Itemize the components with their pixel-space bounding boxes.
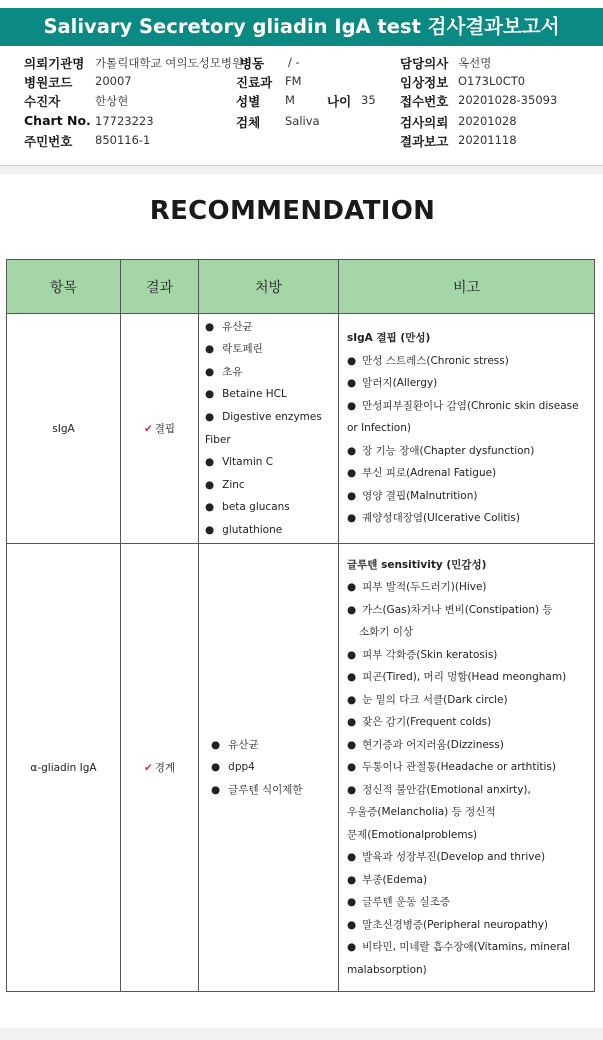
recommendation-title: RECOMMENDATION: [149, 196, 436, 226]
note-item: [347, 417, 588, 440]
reception-label: 접수번호: [400, 94, 449, 109]
result-date-value: 20201118: [458, 133, 517, 147]
note-text: 장 기능 장애(Chapter dysfunction): [362, 444, 535, 457]
note-item: [347, 756, 588, 779]
note-text: 부신 피로(Adrenal Fatigue): [362, 467, 497, 480]
id-label: 주민번호: [24, 134, 73, 149]
prescription-item: [205, 406, 338, 429]
prescription-text: glutathione: [222, 523, 283, 536]
note-item: [347, 621, 588, 644]
note-item: [347, 959, 588, 982]
note-item: [347, 846, 588, 869]
note-text: 소화기 이상: [359, 626, 414, 639]
table-row: [7, 544, 595, 992]
header-result: 결과: [121, 260, 199, 314]
institution-label: 의뢰기관명: [24, 56, 85, 71]
prescription-text: 락토페린: [222, 343, 263, 356]
clinical-info-label: 임상정보: [400, 75, 449, 90]
prescription-text: dpp4: [228, 761, 255, 774]
prescription-item: [205, 338, 338, 361]
bullet-icon: ●: [347, 603, 357, 616]
note-item: [347, 869, 588, 892]
prescription-text: 글루텐 식이제한: [228, 783, 303, 796]
clinical-info-value: O173L0CT0: [458, 74, 526, 88]
bullet-icon: ●: [205, 456, 215, 469]
note-item: [347, 824, 588, 847]
prescription-text: Betaine HCL: [222, 388, 287, 401]
bullet-icon: ●: [347, 671, 357, 684]
note-item: [347, 734, 588, 757]
note-item: [347, 801, 588, 824]
note-text: 부종(Edema): [362, 873, 428, 886]
note-item: [347, 891, 588, 914]
department-value: FM: [285, 74, 302, 88]
note-item: [347, 644, 588, 667]
sex-label: 성별: [236, 94, 261, 109]
header-prescription: 처방: [199, 260, 339, 314]
patient-label: 수진자: [24, 94, 61, 109]
note-text: 발육과 성장부진(Develop and thrive): [362, 851, 546, 864]
note-text: 피부 각화증(Skin keratosis): [362, 648, 498, 661]
note-text: 우울증(Melancholia) 등 정신적: [347, 806, 496, 819]
note-item: [347, 372, 588, 395]
row-prescriptions: [199, 544, 339, 992]
note-text: 가스(Gas)차거나 변비(Constipation) 등: [362, 603, 553, 616]
ward-label: 병동: [240, 56, 265, 71]
department-label: 진료과: [236, 75, 273, 90]
note-text: 말초신경병증(Peripheral neuropathy): [362, 918, 549, 931]
note-item: [347, 395, 588, 418]
row-prescriptions: [199, 314, 339, 544]
header-note: 비고: [339, 260, 595, 314]
result-text: 경계: [154, 762, 176, 774]
bullet-icon: ●: [205, 343, 215, 356]
bullet-icon: ●: [347, 648, 357, 661]
prescription-item: [205, 734, 338, 757]
note-text: malabsorption): [347, 963, 427, 976]
prescription-text: beta glucans: [222, 501, 290, 514]
hospital-code-value: 20007: [95, 74, 132, 88]
age-label: 나이: [327, 94, 352, 109]
ward-value: / -: [288, 55, 300, 69]
note-text: 궤양성대장염(Ulcerative Colitis): [362, 512, 520, 525]
bullet-icon: ●: [347, 873, 357, 886]
bullet-icon: ●: [211, 761, 221, 774]
row-item: α-gliadin IgA: [7, 544, 121, 992]
prescription-item: [205, 496, 338, 519]
bullet-icon: ●: [205, 388, 215, 401]
prescription-text: 유산균: [228, 738, 259, 751]
row-result: [121, 314, 199, 544]
bullet-icon: ●: [347, 896, 357, 909]
prescription-text: Digestive enzymes: [222, 410, 322, 423]
note-text: 문제(Emotionalproblems): [347, 828, 478, 841]
note-item: [347, 485, 588, 508]
prescription-item: [205, 451, 338, 474]
doctor-label: 담당의사: [400, 56, 449, 71]
note-item: [347, 914, 588, 937]
bullet-icon: ●: [347, 444, 357, 457]
prescription-item: [205, 361, 338, 384]
bullet-icon: ●: [205, 410, 215, 423]
note-text: 만성피부질환이나 감염(Chronic skin disease: [362, 399, 579, 412]
reception-value: 20201028-35093: [458, 93, 558, 107]
note-item: [347, 936, 588, 959]
specimen-label: 검체: [236, 115, 261, 130]
bullet-icon: ●: [205, 365, 215, 378]
request-value: 20201028: [458, 114, 517, 128]
note-text: 글루텐 운동 실조증: [362, 896, 450, 909]
prescription-text: 유산균: [222, 320, 253, 333]
doctor-value: 옥선명: [458, 56, 492, 70]
prescription-item: [205, 779, 338, 802]
prescription-item: [205, 429, 338, 452]
bullet-icon: ●: [347, 399, 357, 412]
bullet-icon: ●: [211, 738, 221, 751]
bullet-icon: ●: [347, 489, 357, 502]
bullet-icon: ●: [347, 851, 357, 864]
note-item: [347, 689, 588, 712]
recommendation-table: [6, 259, 595, 992]
note-heading: 글루텐 sensitivity (민감성): [347, 558, 487, 571]
patient-value: 한상현: [95, 94, 129, 108]
bullet-icon: ●: [347, 918, 357, 931]
prescription-item: [205, 316, 338, 339]
age-value: 35: [361, 93, 376, 107]
bullet-icon: ●: [347, 738, 357, 751]
header-item: 항목: [7, 260, 121, 314]
report-title: Salivary Secretory gliadin IgA test 검사결과보고서: [0, 8, 603, 46]
section-separator: [0, 166, 603, 174]
bullet-icon: ●: [347, 783, 357, 796]
bullet-icon: ●: [347, 377, 357, 390]
patient-info-block: [24, 54, 594, 154]
note-item: [347, 507, 588, 530]
bullet-icon: ●: [347, 761, 357, 774]
prescription-item: [205, 519, 338, 542]
result-date-label: 결과보고: [400, 134, 449, 149]
hospital-code-label: 병원코드: [24, 75, 73, 90]
note-item: [347, 666, 588, 689]
note-text: 잦은 감기(Frequent colds): [362, 716, 492, 729]
note-text: 현기증과 어지러움(Dizziness): [362, 738, 504, 751]
prescription-text: Fiber: [205, 433, 231, 446]
note-text: 만성 스트레스(Chronic stress): [362, 354, 509, 367]
check-icon: ✔: [143, 762, 153, 774]
table-row: [7, 314, 595, 544]
note-text: 두통이나 관절통(Headache or arthtitis): [362, 761, 556, 774]
footer-band: [0, 1028, 603, 1040]
bullet-icon: ●: [211, 783, 221, 796]
chart-value: 17723223: [95, 114, 154, 128]
bullet-icon: ●: [347, 581, 357, 594]
row-item: sIgA: [7, 314, 121, 544]
result-text: 결핍: [154, 423, 176, 435]
note-text: 눈 밑의 다크 서클(Dark circle): [362, 693, 508, 706]
request-label: 검사의뢰: [400, 115, 449, 130]
prescription-text: Zinc: [222, 478, 245, 491]
bullet-icon: ●: [205, 501, 215, 514]
bullet-icon: ●: [347, 941, 357, 954]
table-header-row: [7, 260, 595, 314]
note-item: [347, 599, 588, 622]
row-notes: [339, 544, 595, 992]
note-item: [347, 779, 588, 802]
note-item: [347, 576, 588, 599]
note-text: 비타민, 미네랄 흡수장애(Vitamins, mineral: [362, 941, 571, 954]
note-text: 알러지(Allergy): [362, 377, 438, 390]
specimen-value: Saliva: [285, 114, 320, 128]
row-result: [121, 544, 199, 992]
note-item: [347, 440, 588, 463]
note-text: or Infection): [347, 422, 411, 435]
prescription-item: [205, 756, 338, 779]
note-item: [347, 462, 588, 485]
note-text: 피부 발적(두드러기)(Hive): [362, 581, 487, 594]
prescription-item: [205, 383, 338, 406]
bullet-icon: ●: [347, 716, 357, 729]
prescription-text: Vitamin C: [222, 456, 274, 469]
note-item: [347, 350, 588, 373]
note-heading: sIgA 결핍 (만성): [347, 332, 431, 345]
bullet-icon: ●: [347, 693, 357, 706]
bullet-icon: ●: [205, 478, 215, 491]
institution-value: 가톨릭대학교 여의도성모병원: [95, 56, 244, 70]
bullet-icon: ●: [347, 467, 357, 480]
bullet-icon: ●: [347, 512, 357, 525]
bullet-icon: ●: [205, 523, 215, 536]
prescription-item: [205, 474, 338, 497]
bullet-icon: ●: [347, 354, 357, 367]
sex-value: M: [285, 93, 295, 107]
id-value: 850116-1: [95, 133, 151, 147]
note-item: [347, 711, 588, 734]
note-text: 피곤(Tired), 머리 멍함(Head meongham): [362, 671, 567, 684]
row-notes: [339, 314, 595, 544]
note-text: 영양 결핍(Malnutrition): [362, 489, 478, 502]
note-text: 정신적 불안감(Emotional anxirty),: [362, 783, 531, 796]
check-icon: ✔: [143, 423, 153, 435]
prescription-text: 초유: [222, 365, 243, 378]
bullet-icon: ●: [205, 320, 215, 333]
chart-label: Chart No.: [24, 113, 91, 128]
